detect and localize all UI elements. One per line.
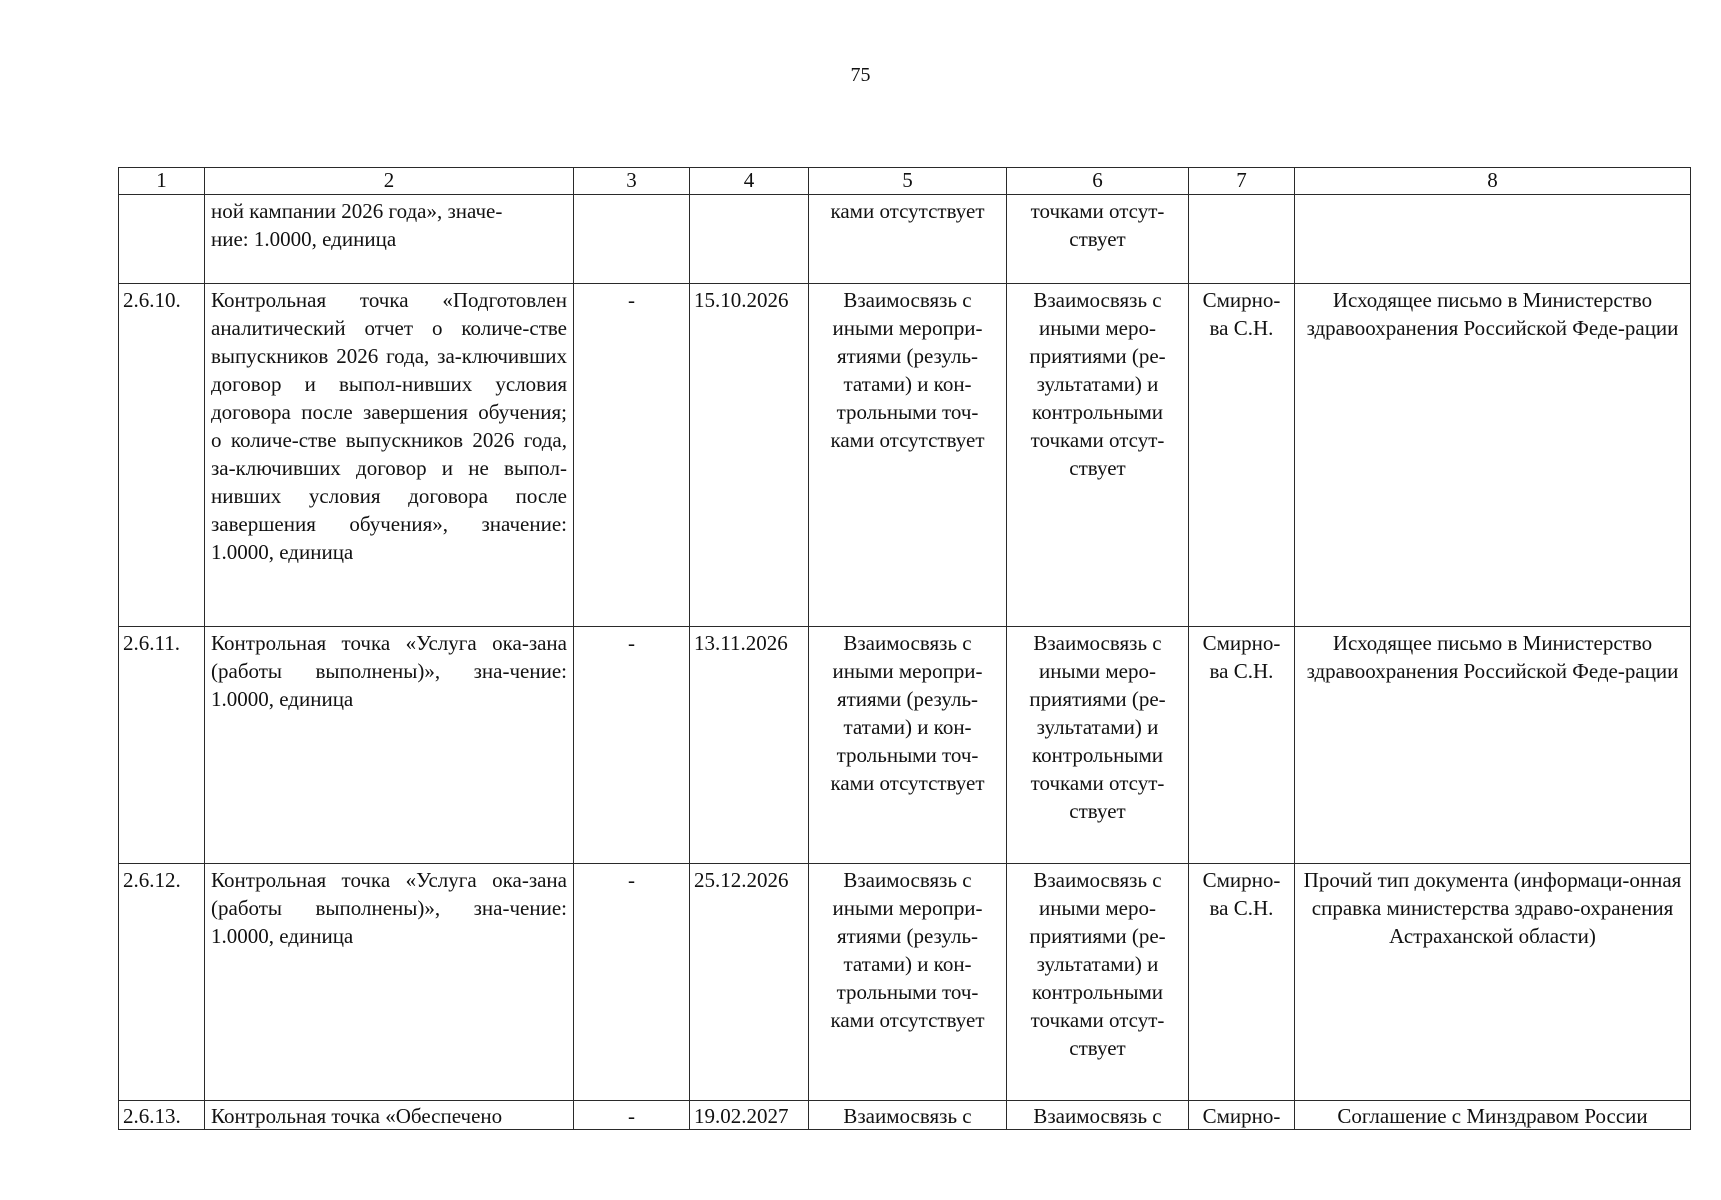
row-date: 15.10.2026 (690, 284, 809, 627)
row-relation-events: Взаимосвязь с иными меропри-ятиями (резуль-татами) и кон-трольными точ-ками отсутствует (809, 864, 1007, 1101)
row-relation-events: ками отсутствует (809, 195, 1007, 284)
row-description: ной кампании 2026 года», значе- ние: 1.0000, единица (205, 195, 574, 284)
row-number: 2.6.13. (119, 1101, 205, 1130)
column-number-2: 2 (205, 168, 574, 195)
table-row (119, 627, 1691, 864)
column-number-header-row (119, 168, 1691, 195)
row-col3 (574, 195, 690, 284)
column-number-1: 1 (119, 168, 205, 195)
table-row (119, 284, 1691, 627)
row-relation-events: Взаимосвязь с (809, 1101, 1007, 1130)
row-responsible: Смирно-ва С.Н. (1189, 864, 1295, 1101)
row-document: Исходящее письмо в Министерство здравоохранения Российской Феде-рации (1295, 627, 1691, 864)
row-col3: - (574, 284, 690, 627)
row-relation-points: Взаимосвязь с (1007, 1101, 1189, 1130)
row-document: Соглашение с Минздравом России (1295, 1101, 1691, 1130)
row-col3: - (574, 1101, 690, 1130)
row-date: 25.12.2026 (690, 864, 809, 1101)
row-responsible (1189, 195, 1295, 284)
row-document: Исходящее письмо в Министерство здравоохранения Российской Феде-рации (1295, 284, 1691, 627)
row-responsible: Смирно-ва С.Н. (1189, 284, 1295, 627)
row-relation-points: точками отсут- ствует (1007, 195, 1189, 284)
row-responsible: Смирно-ва С.Н. (1189, 627, 1295, 864)
row-description: Контрольная точка «Подготовлен аналитический отчет о количе-стве выпускников 2026 года, за-ключивших договор и выпол-нивших условия договора после завершения обучения; о количе-стве выпускников 2026 года, за-ключивших договор и не выпол-нивших условия договора после завершения обучения», значение: 1.0000, единица (205, 284, 574, 627)
column-number-3: 3 (574, 168, 690, 195)
table-row (119, 1101, 1691, 1130)
row-relation-points: Взаимосвязь с иными меро-приятиями (ре-зультатами) и контрольными точками отсут-ствует (1007, 864, 1189, 1101)
row-description: Контрольная точка «Услуга ока-зана (работы выполнены)», зна-чение: 1.0000, единица (205, 864, 574, 1101)
row-relation-points: Взаимосвязь с иными меро-приятиями (ре-зультатами) и контрольными точками отсут-ствует (1007, 284, 1189, 627)
column-number-5: 5 (809, 168, 1007, 195)
row-description: Контрольная точка «Обеспечено (205, 1101, 574, 1130)
control-points-table (118, 167, 1691, 1130)
row-col3: - (574, 864, 690, 1101)
row-number: 2.6.11. (119, 627, 205, 864)
column-number-7: 7 (1189, 168, 1295, 195)
column-number-6: 6 (1007, 168, 1189, 195)
row-responsible: Смирно- (1189, 1101, 1295, 1130)
row-relation-events: Взаимосвязь с иными меропри-ятиями (резуль-татами) и кон-трольными точ-ками отсутствует (809, 627, 1007, 864)
row-number: 2.6.12. (119, 864, 205, 1101)
row-document: Прочий тип документа (информаци-онная справка министерства здраво-охранения Астраханской области) (1295, 864, 1691, 1101)
table-row (119, 195, 1691, 284)
row-date (690, 195, 809, 284)
table-row (119, 864, 1691, 1101)
column-number-4: 4 (690, 168, 809, 195)
row-relation-points: Взаимосвязь с иными меро-приятиями (ре-зультатами) и контрольными точками отсут-ствует (1007, 627, 1189, 864)
row-col3: - (574, 627, 690, 864)
row-document (1295, 195, 1691, 284)
column-number-8: 8 (1295, 168, 1691, 195)
row-date: 19.02.2027 (690, 1101, 809, 1130)
row-description: Контрольная точка «Услуга ока-зана (работы выполнены)», зна-чение: 1.0000, единица (205, 627, 574, 864)
row-relation-events: Взаимосвязь с иными меропри-ятиями (резуль-татами) и кон-трольными точ-ками отсутствует (809, 284, 1007, 627)
row-number: 2.6.10. (119, 284, 205, 627)
page-number: 75 (850, 64, 871, 86)
row-number (119, 195, 205, 284)
row-date: 13.11.2026 (690, 627, 809, 864)
